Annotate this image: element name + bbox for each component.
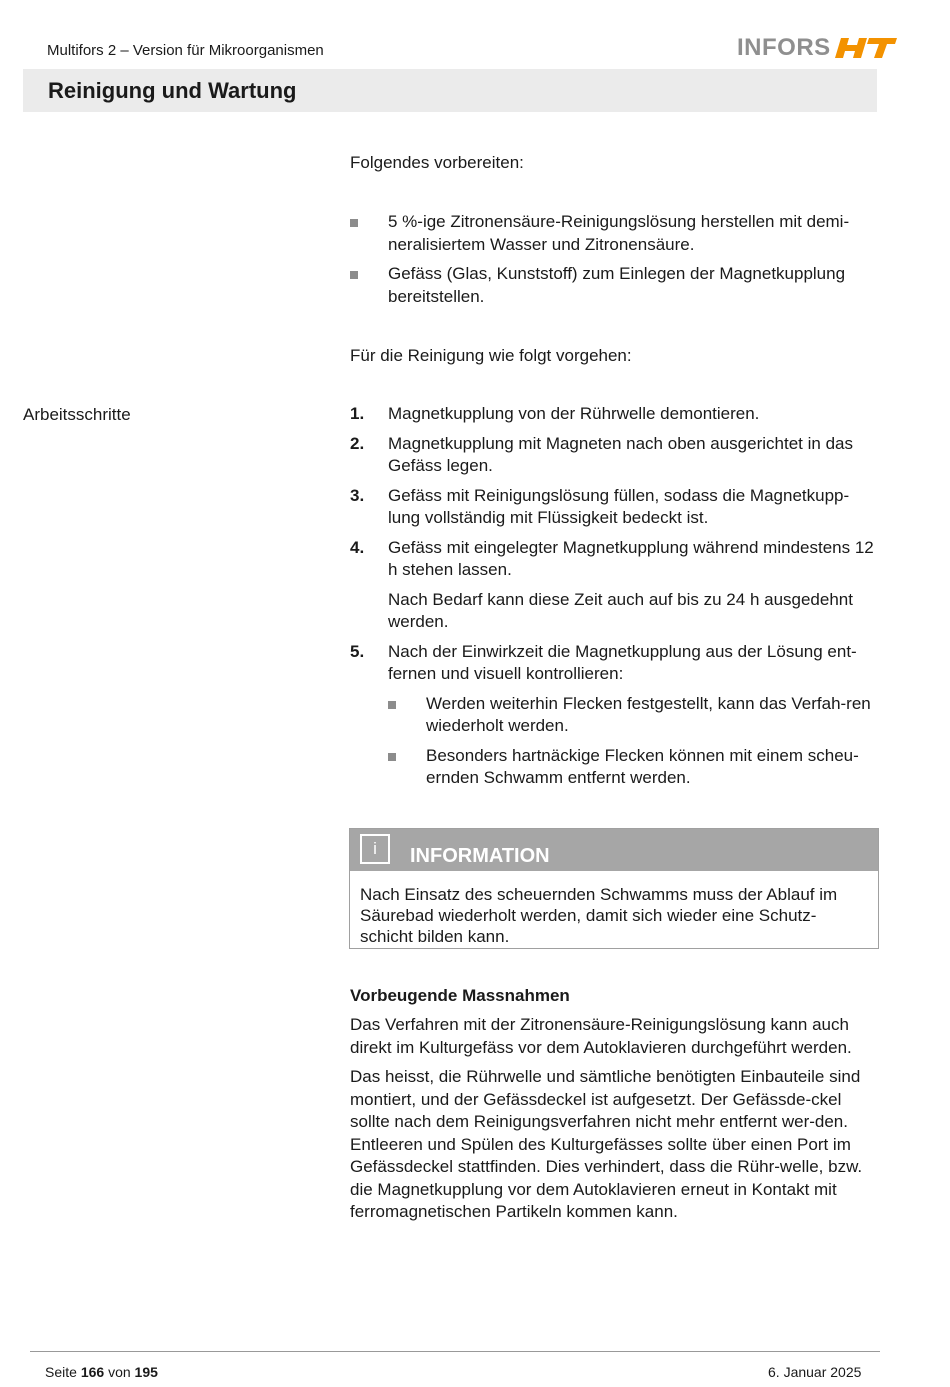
step-3 (350, 485, 880, 530)
prepare-list (350, 211, 880, 315)
step-2 (350, 433, 880, 478)
information-box (349, 828, 879, 949)
step-number: 5. (350, 641, 365, 661)
side-label-steps: Arbeitsschritte (23, 405, 131, 424)
step-sublist (388, 693, 880, 790)
information-header (350, 829, 878, 871)
step-text: Magnetkupplung von der Rührwelle demontieren. (388, 404, 760, 423)
footer-divider (30, 1351, 880, 1352)
procedure-steps (350, 403, 880, 797)
list-item (388, 693, 880, 738)
list-item-text: Gefäss (Glas, Kunststoff) zum Einlegen der Magnetkupplung bereitstellen. (388, 264, 846, 306)
page-of: von (108, 1364, 131, 1380)
step-number: 4. (350, 537, 365, 557)
step-number: 1. (350, 404, 365, 423)
document-title: Multifors 2 – Version für Mikroorganismen (47, 42, 324, 59)
list-item (388, 745, 880, 790)
bullet-square-icon (388, 701, 396, 709)
information-text: Nach Einsatz des scheuernden Schwamms muss der Ablauf im Säurebad wiederholt werden, damit sich wieder eine Schutz-schicht bilden kann. (360, 885, 838, 946)
section-header (23, 69, 877, 112)
step-text: Magnetkupplung mit Magneten nach oben ausgerichtet in das Gefäss legen. (388, 433, 853, 475)
step-note: Nach Bedarf kann diese Zeit auch auf bis zu 24 h ausgedehnt werden. (388, 589, 853, 631)
step-4 (350, 537, 880, 634)
bullet-square-icon (350, 271, 358, 279)
list-item-text: 5 %-ige Zitronensäure-Reinigungslösung herstellen mit demi-neralisiertem Wasser und Zitronensäure. (388, 212, 850, 254)
page-total: 195 (134, 1364, 158, 1380)
infors-logo (737, 34, 897, 62)
logo-text: INFORS (737, 34, 831, 61)
page-prefix: Seite (45, 1364, 77, 1380)
bullet-square-icon (350, 219, 358, 227)
step-number: 3. (350, 485, 365, 505)
list-item-text: Werden weiterhin Flecken festgestellt, kann das Verfah-ren wiederholt werden. (426, 693, 871, 735)
step-text: Gefäss mit eingelegter Magnetkupplung während mindestens 12 h stehen lassen. (388, 537, 874, 579)
step-5 (350, 641, 880, 790)
list-item (350, 211, 880, 256)
list-item (350, 263, 880, 308)
prepare-intro: Folgendes vorbereiten: (350, 153, 524, 172)
list-item-text: Besonders hartnäckige Flecken können mit einem scheu-ernden Schwamm entfernt werden. (426, 745, 859, 787)
step-number: 2. (350, 433, 365, 453)
information-title: INFORMATION (410, 845, 550, 867)
page-number (45, 1364, 158, 1380)
section-title: Reinigung und Wartung (48, 78, 297, 103)
footer-date: 6. Januar 2025 (768, 1364, 862, 1380)
info-icon: i (360, 834, 390, 864)
step-text: Gefäss mit Reinigungslösung füllen, sodass die Magnetkupp-lung vollständig mit Flüssigkeit bedeckt ist. (388, 485, 850, 527)
page-current: 166 (80, 1364, 105, 1380)
prevention-heading: Vorbeugende Massnahmen (350, 986, 570, 1005)
prevention-paragraph-1: Das Verfahren mit der Zitronensäure-Reinigungslösung kann auch direkt im Kulturgefäss vor dem Autoklavieren durchgeführt werden. (350, 1015, 852, 1057)
ht-logo-mark (835, 36, 897, 60)
prevention-paragraph-2: Das heisst, die Rührwelle und sämtliche benötigten Einbauteile sind montiert, und der Gefässdeckel ist aufgesetzt. Der Gefässde-ckel sollte nach dem Reinigungsverfahren nicht mehr entfernt wer-den. Entleeren und Spülen des Kulturgefässes sollte über einen Port im Gefässdeckel stattfinden. Dies verhindert, dass die Rühr-welle, bzw. die Magnetkupplung vor dem Autoklavieren erneut in Kontakt mit ferromagnetischen Partikeln kommen kann. (350, 1067, 863, 1221)
bullet-square-icon (388, 753, 396, 761)
step-1 (350, 403, 880, 426)
step-text: Nach der Einwirkzeit die Magnetkupplung aus der Lösung ent-fernen und visuell kontrollieren: (388, 641, 857, 683)
procedure-intro: Für die Reinigung wie folgt vorgehen: (350, 346, 632, 365)
